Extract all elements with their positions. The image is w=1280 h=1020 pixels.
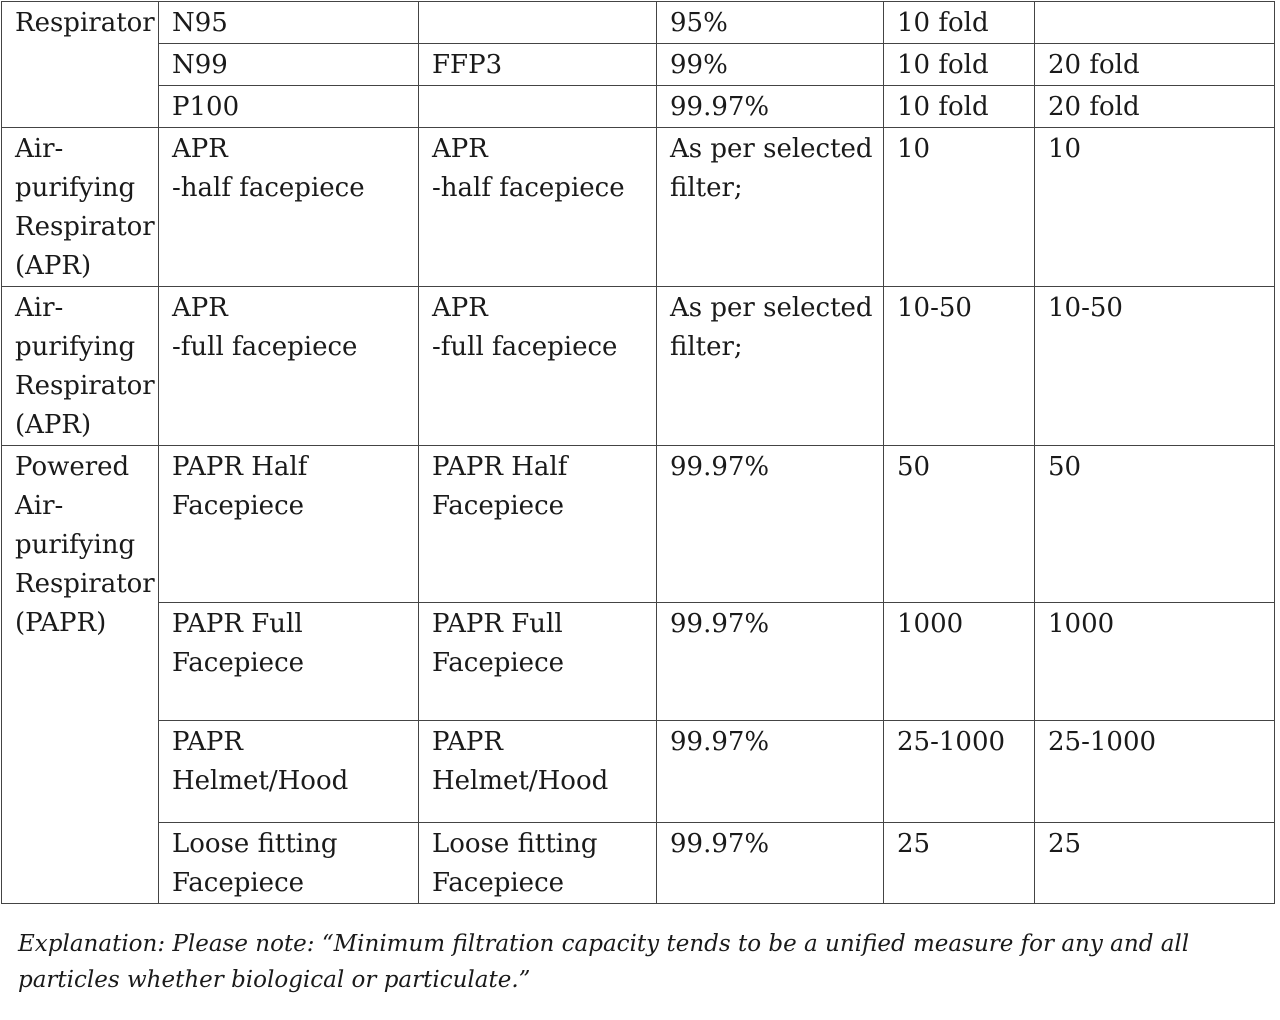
table-cell: As per selected filter; xyxy=(657,287,884,446)
table-cell: PAPR Half Facepiece xyxy=(159,446,419,603)
table-cell: PAPR Helmet/Hood xyxy=(159,721,419,823)
table-cell: 99.97% xyxy=(657,446,884,603)
table-cell: 95% xyxy=(657,2,884,44)
table-cell: 50 xyxy=(884,446,1035,603)
table-cell: 50 xyxy=(1035,446,1275,603)
table-cell: 20 fold xyxy=(1035,86,1275,128)
table-cell: PAPR Full Facepiece xyxy=(419,603,657,721)
table-cell xyxy=(419,2,657,44)
table-cell: As per selected filter; xyxy=(657,128,884,287)
table-cell: PAPR Full Facepiece xyxy=(159,603,419,721)
table-cell: N95 xyxy=(159,2,419,44)
table-cell: 25 xyxy=(884,823,1035,904)
table-row xyxy=(2,2,1275,44)
table-cell: 99.97% xyxy=(657,603,884,721)
table-cell xyxy=(419,86,657,128)
table-cell: Loose fitting Facepiece xyxy=(419,823,657,904)
respirator-table xyxy=(1,1,1275,904)
table-cell: 25-1000 xyxy=(884,721,1035,823)
table-cell: 25-1000 xyxy=(1035,721,1275,823)
explanation-note: Explanation: Please note: “Minimum filtration capacity tends to be a unified measure for any and all particles whether biological or particulate.” xyxy=(18,931,1190,993)
table-cell: 10-50 xyxy=(884,287,1035,446)
table-cell: APR -full facepiece xyxy=(419,287,657,446)
table-cell: N99 xyxy=(159,44,419,86)
table-cell: 99.97% xyxy=(657,721,884,823)
table-cell: Powered Air- purifying Respirator (PAPR) xyxy=(2,446,159,904)
table-row xyxy=(2,44,1275,86)
table-cell: 20 fold xyxy=(1035,44,1275,86)
table-cell: Air- purifying Respirator (APR) xyxy=(2,128,159,287)
table-cell: 99.97% xyxy=(657,86,884,128)
table-row xyxy=(2,287,1275,446)
table-cell: 10 fold xyxy=(884,2,1035,44)
table-cell: 10-50 xyxy=(1035,287,1275,446)
table-cell: PAPR Helmet/Hood xyxy=(419,721,657,823)
table-row xyxy=(2,446,1275,603)
table-cell: 99% xyxy=(657,44,884,86)
table-cell: 1000 xyxy=(884,603,1035,721)
table-cell: Loose fitting Facepiece xyxy=(159,823,419,904)
table-row xyxy=(2,128,1275,287)
table-row xyxy=(2,823,1275,904)
table-cell: 10 fold xyxy=(884,44,1035,86)
table-cell: 99.97% xyxy=(657,823,884,904)
table-cell: Air- purifying Respirator (APR) xyxy=(2,287,159,446)
table-cell: P100 xyxy=(159,86,419,128)
table-cell: 25 xyxy=(1035,823,1275,904)
table-cell: 10 xyxy=(884,128,1035,287)
table-cell: Respirator xyxy=(2,2,159,128)
table-row xyxy=(2,721,1275,823)
table-cell: 10 fold xyxy=(884,86,1035,128)
table-cell: 10 xyxy=(1035,128,1275,287)
table-row xyxy=(2,86,1275,128)
table-cell: PAPR Half Facepiece xyxy=(419,446,657,603)
table-cell: 1000 xyxy=(1035,603,1275,721)
table-row xyxy=(2,603,1275,721)
table-cell: APR -full facepiece xyxy=(159,287,419,446)
table-cell xyxy=(1035,2,1275,44)
table-cell: APR -half facepiece xyxy=(159,128,419,287)
table-cell: APR -half facepiece xyxy=(419,128,657,287)
table-cell: FFP3 xyxy=(419,44,657,86)
